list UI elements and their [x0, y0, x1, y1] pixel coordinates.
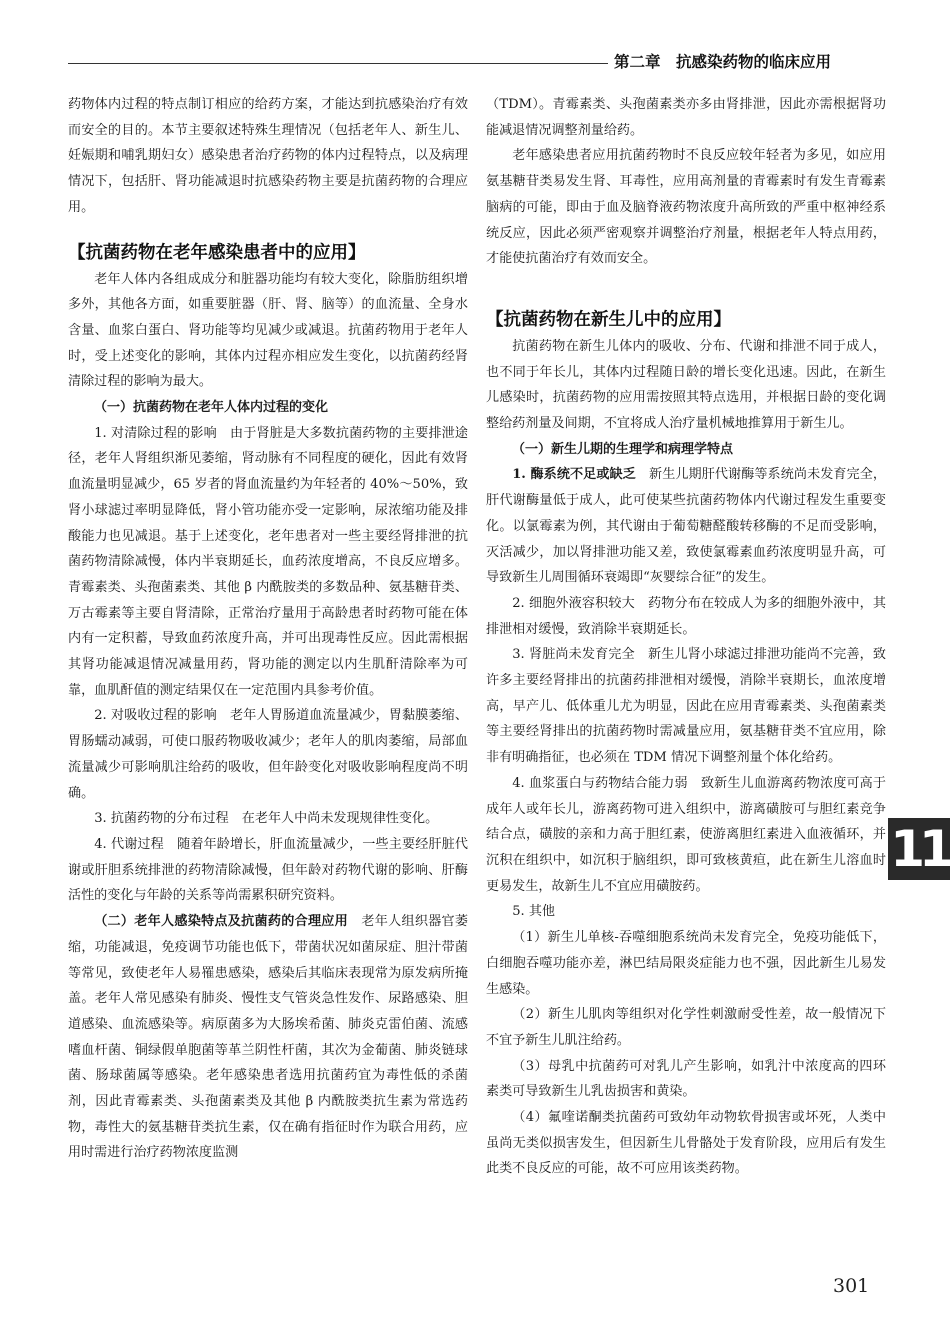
paragraph-enzyme: [486, 462, 886, 591]
paragraph-kidney: 3. 肾脏尚未发育完全 新生儿肾小球滤过排泄功能尚不完善，致许多主要经肾排出的抗菌药排泄相对缓慢，消除半衰期长，血浓度增高，早产儿、低体重儿尤为明显，因此在应用青霉素类、头孢菌素类等主要经肾排出的抗菌药物时需减量应用，氨基糖苷类不宜应用，除非有明确指征，也必须在 TDM 情况下调整剂量个体化给药。: [486, 647, 886, 766]
paragraph-elderly-infection: [68, 909, 468, 1166]
newborn-intro-paragraph: 抗菌药物在新生儿体内的吸收、分布、代谢和排泄不同于成人，也不同于年长儿，其体内过程随日龄的增长变化迅速。因此，在新生儿感染时，抗菌药物的应用需按照其特点选用，并根据日龄的变化调整给药剂量及间期，不宜将成人治疗量机械地推算用于新生儿。: [486, 338, 886, 432]
elderly-intro-paragraph: 老年人体内各组成成分和脏器功能均有较大变化，除脂肪组织增多外，其他各方面，如重要脏器（肝、肾、脑等）的血流量、全身水含量、血浆白蛋白、肾功能等均见减少或减退。抗菌药物用于老年人时，受上述变化的影响，其体内过程亦相应发生变化，以抗菌药经肾清除过程的影响为最大。: [68, 271, 468, 390]
chapter-header: 第二章 抗感染药物的临床应用: [614, 53, 832, 71]
paragraph-adverse-reactions: 老年感染患者应用抗菌药物时不良反应较年轻者为多见，如应用氨基糖苷类易发生肾、耳毒性，应用高剂量的青霉素时有发生青霉素脑病的可能，即由于血及脑脊液药物浓度升高所致的严重中枢神经系统反应，因此必须严密观察并调整治疗剂量，根据老年人特点用药，才能使抗菌治疗有效而安全。: [486, 148, 886, 267]
page-number: 301: [833, 1275, 870, 1297]
header-rule: [68, 63, 608, 64]
paragraph-plasma-protein: 4. 血浆蛋白与药物结合能力弱 致新生儿血游离药物浓度可高于成年人或年长儿，游离药物可进入组织中，游离磺胺可与胆红素竞争结合点，磺胺的亲和力高于胆红素，使游离胆红素进入血液循环，并沉积在组织中，如沉积于脑组织，即可致核黄疸，此在新生儿溶血时更易发生，故新生儿不宜应用磺胺药。: [486, 775, 886, 894]
other-item-1: （1）新生儿单核-吞噬细胞系统尚未发育完全，免疫功能低下，白细胞吞噬功能亦差，淋巴结局限炎症能力也不强，因此新生儿易发生感染。: [486, 930, 886, 997]
other-item-3: （3）母乳中抗菌药可对乳儿产生影响，如乳汁中浓度高的四环素类可导致新生儿乳齿损害和黄染。: [486, 1058, 886, 1100]
paragraph-distribution: 3. 抗菌药物的分布过程 在老年人中尚未发现规律性变化。: [94, 811, 439, 827]
intro-paragraph: 药物体内过程的特点制订相应的给药方案，才能达到抗感染治疗有效而安全的目的。本节主要叙述特殊生理情况（包括老年人、新生儿、妊娠期和哺乳期妇女）感染患者治疗药物的体内过程特点，以及病理情况下，包括肝、肾功能减退时抗感染药物主要是抗菌药物的合理应用。: [68, 97, 468, 215]
paragraph-extracellular-fluid: 2. 细胞外液容积较大 药物分布在较成人为多的细胞外液中，其排泄相对缓慢，致消除半衰期延长。: [486, 595, 886, 637]
right-column: [486, 92, 886, 1182]
other-item-2: （2）新生儿肌肉等组织对化学性刺激耐受性差，故一般情况下不宜予新生儿肌注给药。: [486, 1007, 886, 1048]
enzyme-text: 新生儿期肝代谢酶等系统尚未发育完全，肝代谢酶量低于成人，此可使某些抗菌药物体内代谢过程发生重要变化。以氯霉素为例，其代谢由于葡萄糖醛酸转移酶的不足而受影响，灭活减少，加以肾排泄功能又差，致使氯霉素血药浓度明显升高，可导致新生儿周围循环衰竭即“灰婴综合征”的发生。: [486, 467, 887, 586]
other-item-4: （4）氟喹诺酮类抗菌药可致幼年动物软骨损害或坏死，人类中虽尚无类似损害发生，但因新生儿骨骼处于发育阶段，应用后有发生此类不良反应的可能，故不可应用该类药物。: [486, 1110, 886, 1177]
elderly-infection-text: 老年人组织器官萎缩，功能减退，免疫调节功能也低下，带菌状况如菌尿症、胆汁带菌等常见，致使老年人易罹患感染，感染后其临床表现常为原发病所掩盖。老年人常见感染有肺炎、慢性支气管炎急性发作、尿路感染、胆道感染、血流感染等。病原菌多为大肠埃希菌、肺炎克雷伯菌、流感嗜血杆菌、铜绿假单胞菌等革兰阴性杆菌，其次为金葡菌、肺炎链球菌、肠球菌属等感染。老年感染患者选用抗菌药宜为毒性低的杀菌剂，因此青霉素类、头孢菌素类及其他 β 内酰胺类抗生素为常选药物，毒性大的氨基糖苷类抗生素，仅在确有指征时作为联合用药，应用时需进行治疗药物浓度监测: [68, 914, 469, 1161]
paragraph-other: 5. 其他: [512, 904, 556, 920]
paragraph-metabolism: 4. 代谢过程 随着年龄增长，肝血流量减少，一些主要经肝脏代谢或肝胆系统排泄的药物清除减慢，但年龄对药物代谢的影响、肝酶活性的变化与年龄的关系等尚需累积研究资料。: [68, 836, 468, 904]
enzyme-label: 1. 酶系统不足或缺乏: [512, 467, 636, 483]
subheading-newborn-physiology: （一）新生儿期的生理学和病理学特点: [512, 441, 734, 457]
section-heading-elderly: 【抗菌药物在老年感染患者中的应用】: [68, 242, 366, 263]
subheading-elderly-infection: （二）老年人感染特点及抗菌药的合理应用: [94, 914, 349, 930]
paragraph-absorption: 2. 对吸收过程的影响 老年人胃肠道血流量减少，胃黏膜萎缩、胃肠蠕动减弱，可使口服药物吸收减少；老年人的肌肉萎缩，局部血流量减少可影响肌注给药的吸收，但年龄变化对吸收影响程度尚不明确。: [68, 708, 468, 801]
continued-paragraph: （TDM）。青霉素类、头孢菌素类亦多由肾排泄，因此亦需根据肾功能减退情况调整剂量给药。: [486, 97, 886, 138]
section-heading-newborn: 【抗菌药物在新生儿中的应用】: [486, 309, 731, 330]
paragraph-clearance: 1. 对清除过程的影响 由于肾脏是大多数抗菌药物的主要排泄途径，老年人肾组织渐见萎缩，肾动脉有不同程度的硬化，因此有效肾血流量明显减少，65 岁者的肾血流量约为年轻者的 40%～50%，致肾小球滤过率明显降低，肾小管功能亦受一定影响，尿浓缩功能及排酸能力也见减退。基于上述变化，老年患者对一些主要经肾排泄的抗菌药物清除减慢，体内半衰期延长，血药浓度增高，不良反应增多。青霉素类、头孢菌素类、其他 β 内酰胺类的多数品种、氨基糖苷类、万古霉素等主要自肾清除，正常治疗量用于高龄患者时药物可能在体内有一定积蓄，导致血药浓度升高，并可出现毒性反应。因此需根据其肾功能减退情况减量用药，肾功能的测定以内生肌酐清除率为可靠，血肌酐值的测定结果仅在一定范围内具参考价值。: [68, 425, 468, 698]
subheading-elderly-pharmacokinetics: （一）抗菌药物在老年人体内过程的变化: [94, 400, 329, 416]
left-column: [68, 92, 468, 1166]
chapter-tab: 11: [888, 818, 950, 880]
